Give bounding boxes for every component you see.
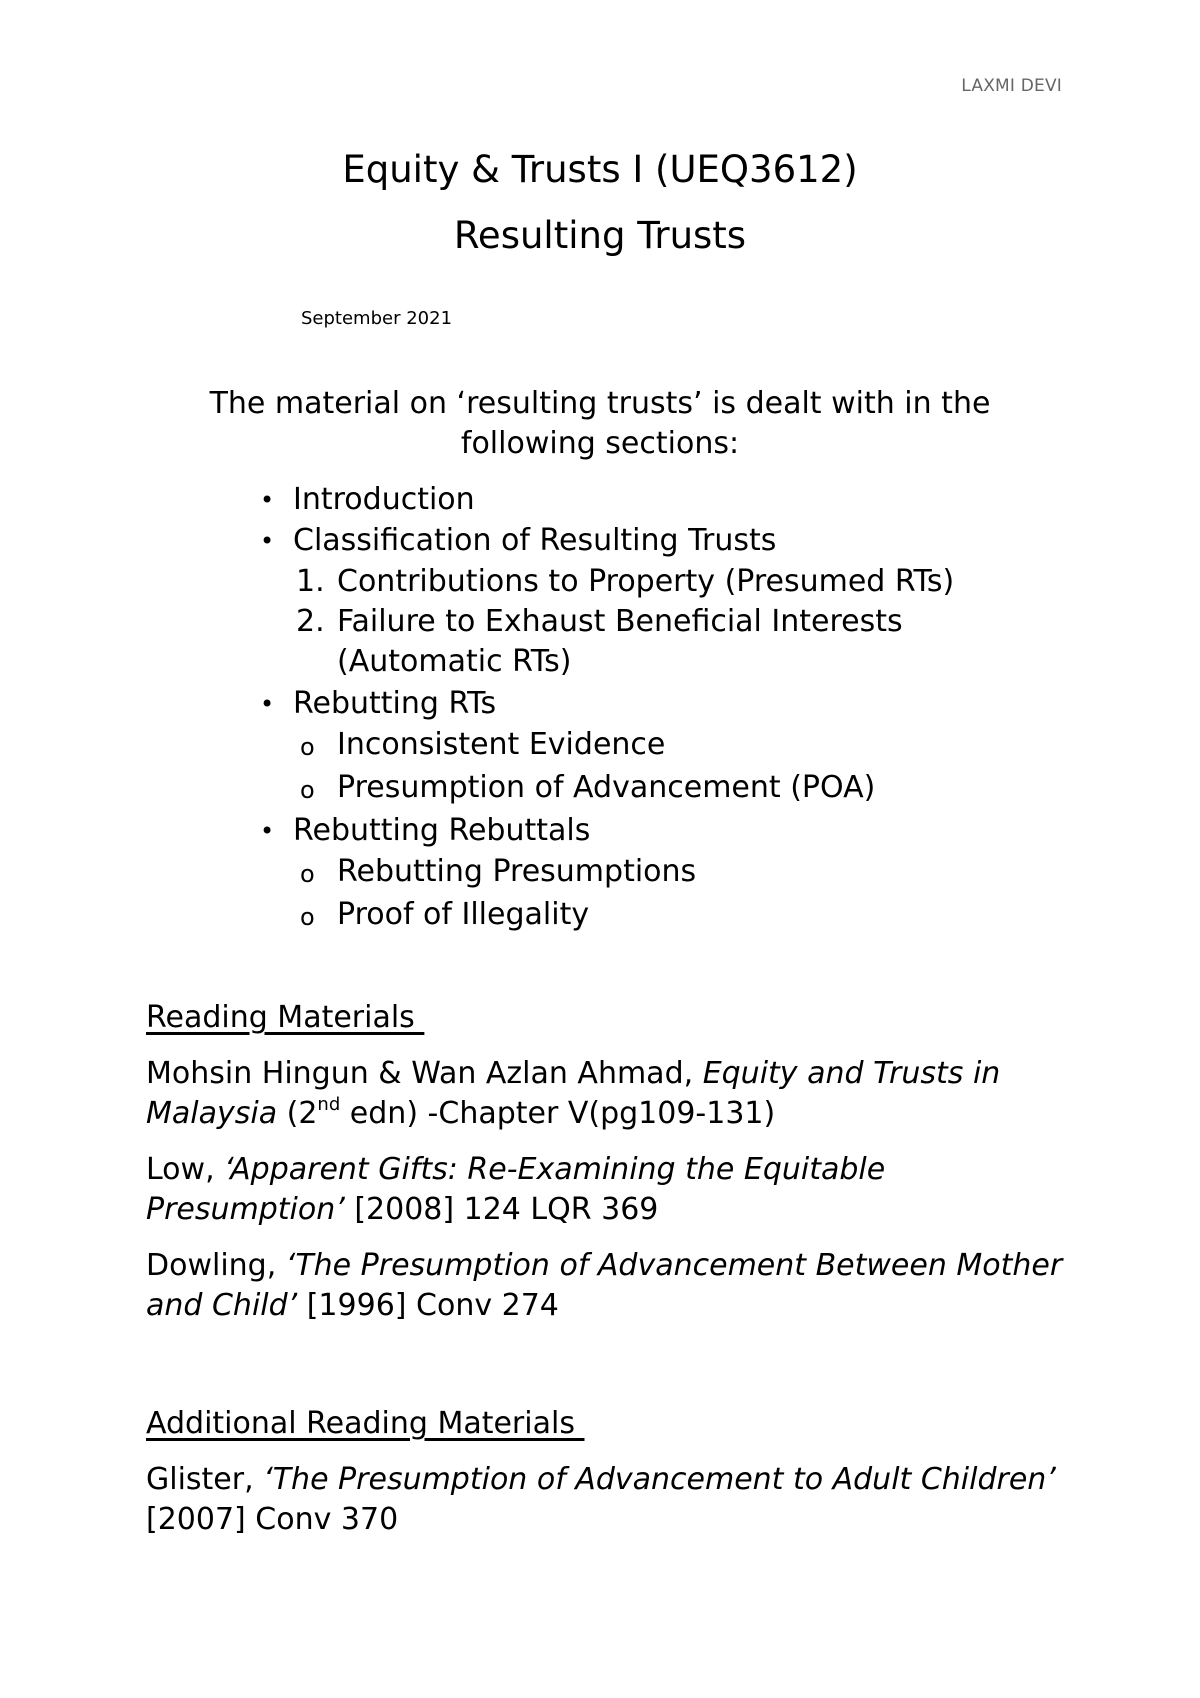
reference-title: ‘The Presumption of Advancement to Adult Children’ <box>263 1462 1056 1497</box>
outline-sub-item <box>260 768 1040 808</box>
outline-item-label: Rebutting Rebuttals <box>293 813 591 848</box>
circle-bullet-icon: o <box>300 903 315 931</box>
outline-numbered-item <box>260 562 1040 602</box>
outline-item <box>260 480 1040 520</box>
circle-bullet-icon: o <box>300 860 315 888</box>
document-date: September 2021 <box>301 308 453 329</box>
course-title: Equity & Trusts I (UEQ3612) <box>342 148 858 191</box>
reference-title: ‘Apparent Gifts: Re-Examining the Equitable Presumption’ <box>146 1152 886 1227</box>
circle-bullet-icon: o <box>300 733 315 761</box>
author-header: LAXMI DEVI <box>961 76 1062 96</box>
reference-author: Dowling, <box>146 1248 286 1283</box>
bullet-icon: • <box>260 690 275 718</box>
reference-edition: (2 <box>277 1096 318 1131</box>
reference-details: [2008] 124 LQR 369 <box>344 1192 659 1227</box>
topic-title: Resulting Trusts <box>453 214 747 257</box>
outline-item-label: Introduction <box>293 482 475 517</box>
outline-item-label: Proof of Illegality <box>337 897 590 932</box>
outline-sub-item <box>260 895 1040 935</box>
reading-materials-section <box>146 998 1066 1326</box>
outline-item <box>260 811 1040 851</box>
outline-item <box>260 684 1040 724</box>
outline-numbered-item <box>260 602 1040 682</box>
reference-entry <box>146 1460 1066 1540</box>
reference-details: [1996] Conv 274 <box>297 1288 559 1323</box>
outline-item-label: Presumption of Advancement (POA) <box>337 770 876 805</box>
outline-sub-item <box>260 725 1040 765</box>
outline-item-label: Rebutting RTs <box>293 686 497 721</box>
reference-author: Glister, <box>146 1462 264 1497</box>
reference-entry <box>146 1150 1066 1230</box>
reference-details: edn) -Chapter V(pg109-131) <box>340 1096 776 1131</box>
bullet-icon: • <box>260 527 275 555</box>
outline-item-label: Inconsistent Evidence <box>337 727 666 762</box>
reference-entry <box>146 1246 1066 1326</box>
reference-author: Mohsin Hingun & Wan Azlan Ahmad, <box>146 1056 703 1091</box>
bullet-icon: • <box>260 486 275 514</box>
reading-materials-heading: Reading Materials <box>146 1000 425 1035</box>
reference-details: [2007] Conv 370 <box>146 1502 399 1537</box>
section-outline <box>260 480 1040 938</box>
item-number: 2. <box>296 604 325 639</box>
outline-item-label: Rebutting Presumptions <box>337 854 697 889</box>
reference-entry <box>146 1054 1066 1134</box>
reference-edition-suffix: nd <box>317 1094 341 1115</box>
outline-item-label: Failure to Exhaust Beneficial Interests (Automatic RTs) <box>337 604 903 679</box>
outline-item <box>260 521 1040 561</box>
additional-reading-heading: Additional Reading Materials <box>146 1406 585 1441</box>
circle-bullet-icon: o <box>300 776 315 804</box>
bullet-icon: • <box>260 817 275 845</box>
reference-title: ‘The Presumption of Advancement Between Mother and Child’ <box>146 1248 1063 1323</box>
reference-title: Equity and Trusts in Malaysia <box>146 1056 1001 1131</box>
outline-sub-item <box>260 852 1040 892</box>
outline-item-label: Classification of Resulting Trusts <box>293 523 777 558</box>
outline-item-label: Contributions to Property (Presumed RTs) <box>337 564 955 599</box>
item-number: 1. <box>296 564 325 599</box>
additional-reading-section <box>146 1404 1066 1540</box>
intro-paragraph: The material on ‘resulting trusts’ is dealt with in the following sections: <box>209 386 991 461</box>
reference-author: Low, <box>146 1152 225 1187</box>
